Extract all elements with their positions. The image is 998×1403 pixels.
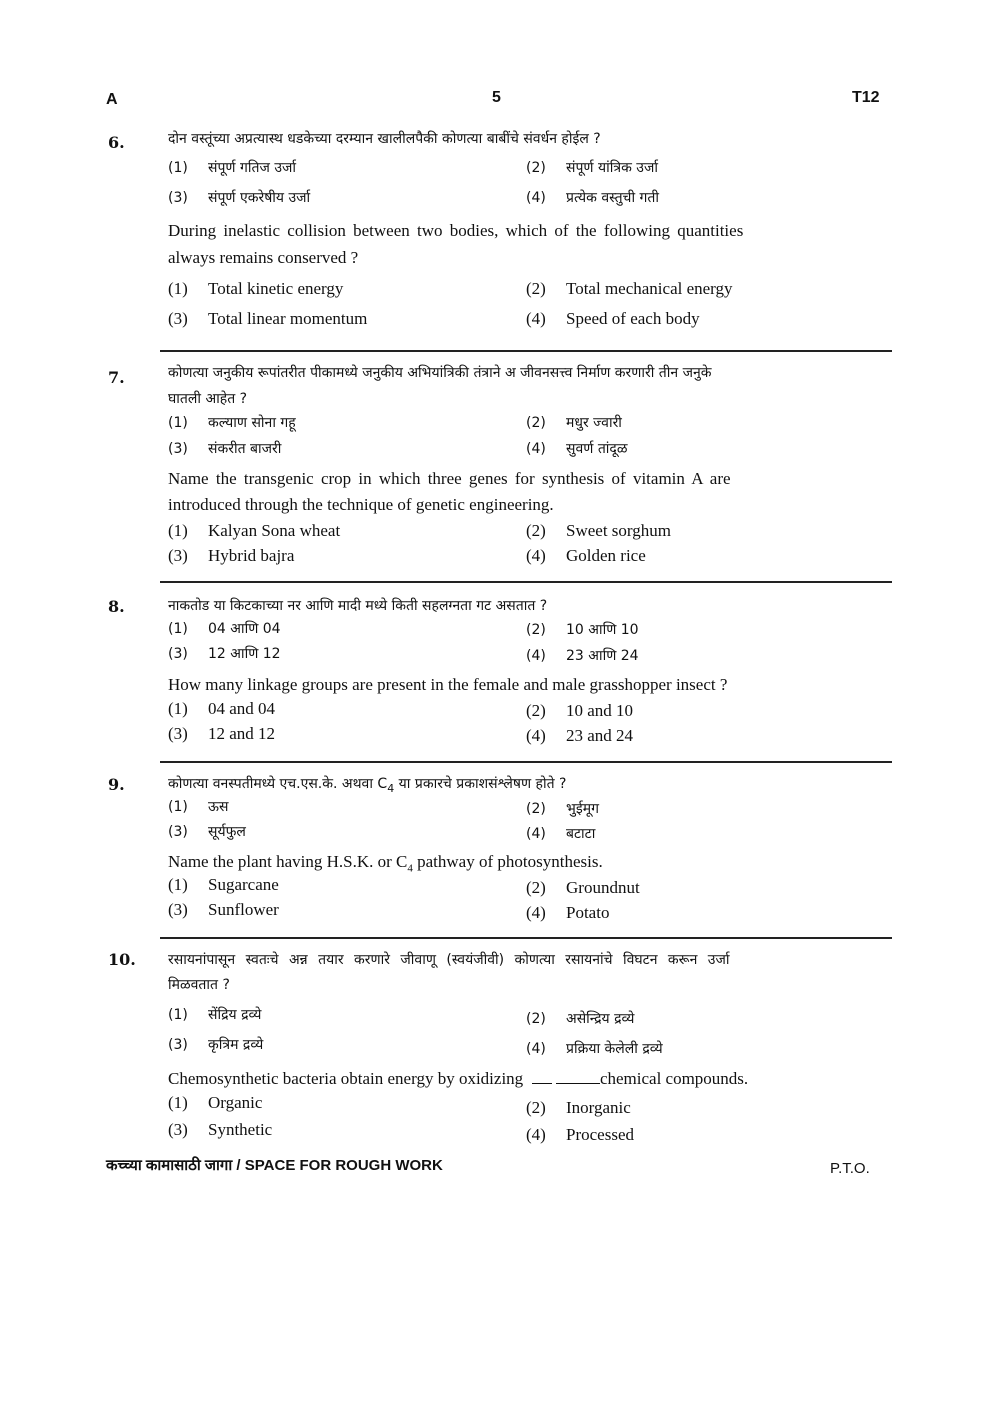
- question-text-english: Chemosynthetic bacteria obtain energy by oxidizing chemical compounds.: [168, 1069, 749, 1088]
- option-2-marathi: (2) संपूर्ण यांत्रिक उर्जा: [526, 160, 658, 176]
- option-1-marathi: (1) ऊस: [168, 799, 229, 815]
- option-2-english: (2) Inorganic: [526, 1098, 631, 1117]
- option-4-english: (4) Speed of each body: [526, 309, 700, 328]
- question-text-english: Name the plant having H.S.K. or $C_4$ pathway of photosynthesis.: [168, 852, 603, 875]
- option-1-english: (1) 04 and 04: [168, 699, 276, 718]
- option-1-marathi: (1) सेंद्रिय द्रव्ये: [168, 1007, 262, 1023]
- option-3-english: (3) Sunflower: [168, 900, 279, 919]
- option-1-marathi: (1) संपूर्ण गतिज उर्जा: [168, 160, 297, 176]
- question-text-english-line1: During inelastic collision between two bodies, which of the following quantities: [168, 221, 744, 240]
- option-3-english: (3) Total linear momentum: [168, 309, 368, 328]
- question-text-marathi-line2: मिळवतात ?: [168, 977, 230, 993]
- option-1-english: (1) Kalyan Sona wheat: [168, 521, 341, 540]
- question-text-marathi-line1: कोणत्या जनुकीय रूपांतरीत पीकामध्ये जनुकीय अभियांत्रिकी तंत्राने अ जीवनसत्त्व निर्माण करणारी तीन जनुके: [168, 365, 712, 381]
- question-text-english: How many linkage groups are present in the female and male grasshopper insect ?: [168, 675, 728, 694]
- option-4-marathi: (4) प्रक्रिया केलेली द्रव्ये: [526, 1041, 663, 1057]
- option-2-english: (2) 10 and 10: [526, 701, 634, 720]
- answer-blank: [532, 1070, 552, 1084]
- question-divider: [160, 937, 892, 939]
- option-4-english: (4) Golden rice: [526, 546, 646, 565]
- option-3-marathi: (3) 12 आणि 12: [168, 646, 281, 662]
- option-2-english: (2) Groundnut: [526, 878, 640, 897]
- option-1-english: (1) Sugarcane: [168, 875, 279, 894]
- question-number: 10.: [108, 950, 136, 969]
- answer-blank: [556, 1070, 600, 1084]
- page-number: 5: [492, 89, 501, 106]
- question-number: 8.: [108, 597, 125, 616]
- option-4-english: (4) Potato: [526, 903, 610, 922]
- option-2-marathi: (2) भुईमूग: [526, 801, 599, 817]
- rough-work-label: कच्च्या कामासाठी जागा / SPACE FOR ROUGH WORK: [106, 1157, 443, 1174]
- option-3-marathi: (3) कृत्रिम द्रव्ये: [168, 1037, 264, 1053]
- option-4-marathi: (4) बटाटा: [526, 826, 596, 842]
- option-1-english: (1) Organic: [168, 1093, 263, 1112]
- option-3-english: (3) 12 and 12: [168, 724, 276, 743]
- question-text-english-line2: always remains conserved ?: [168, 248, 359, 267]
- option-1-marathi: (1) कल्याण सोना गहू: [168, 415, 296, 431]
- question-number: 7.: [108, 368, 125, 387]
- option-2-english: (2) Sweet sorghum: [526, 521, 671, 540]
- option-3-marathi: (3) सूर्यफुल: [168, 824, 246, 840]
- question-text-marathi: दोन वस्तूंच्या अप्रत्यास्थ धडकेच्या दरम्यान खालीलपैकी कोणत्या बाबींचे संवर्धन होईल ?: [168, 131, 601, 147]
- question-text-marathi: कोणत्या वनस्पतीमध्ये एच.एस.के. अथवा $C_4$ या प्रकारचे प्रकाशसंश्लेषण होते ?: [168, 776, 567, 795]
- option-4-marathi: (4) 23 आणि 24: [526, 648, 639, 664]
- paper-code: T12: [852, 89, 880, 106]
- option-2-marathi: (2) असेन्द्रिय द्रव्ये: [526, 1011, 635, 1027]
- option-3-english: (3) Hybrid bajra: [168, 546, 295, 565]
- question-text-english-line1: Name the transgenic crop in which three genes for synthesis of vitamin A are: [168, 469, 731, 488]
- option-4-marathi: (4) प्रत्येक वस्तुची गती: [526, 190, 660, 206]
- question-divider: [160, 350, 892, 352]
- option-3-marathi: (3) संकरीत बाजरी: [168, 441, 282, 457]
- option-1-marathi: (1) 04 आणि 04: [168, 621, 281, 637]
- option-2-english: (2) Total mechanical energy: [526, 279, 733, 298]
- question-text-marathi-line2: घातली आहेत ?: [168, 391, 248, 407]
- option-1-english: (1) Total kinetic energy: [168, 279, 344, 298]
- question-number: 6.: [108, 133, 125, 152]
- question-divider: [160, 581, 892, 583]
- option-4-marathi: (4) सुवर्ण तांदूळ: [526, 441, 628, 457]
- booklet-series: A: [106, 91, 118, 108]
- question-text-marathi-line1: रसायनांपासून स्वतःचे अन्न तयार करणारे जीवाणू (स्वयंजीवी) कोणत्या रसायनांचे विघटन करून उर्जा: [168, 952, 730, 968]
- option-4-english: (4) Processed: [526, 1125, 634, 1144]
- question-number: 9.: [108, 775, 125, 794]
- question-text-english-line2: introduced through the technique of genetic engineering.: [168, 495, 554, 514]
- option-3-english: (3) Synthetic: [168, 1120, 273, 1139]
- please-turn-over: P.T.O.: [830, 1160, 870, 1177]
- question-text-marathi: नाकतोड या किटकाच्या नर आणि मादी मध्ये किती सहलग्नता गट असतात ?: [168, 598, 548, 614]
- option-2-marathi: (2) 10 आणि 10: [526, 622, 639, 638]
- option-2-marathi: (2) मधुर ज्वारी: [526, 415, 622, 431]
- option-3-marathi: (3) संपूर्ण एकरेषीय उर्जा: [168, 190, 311, 206]
- option-4-english: (4) 23 and 24: [526, 726, 634, 745]
- question-divider: [160, 761, 892, 763]
